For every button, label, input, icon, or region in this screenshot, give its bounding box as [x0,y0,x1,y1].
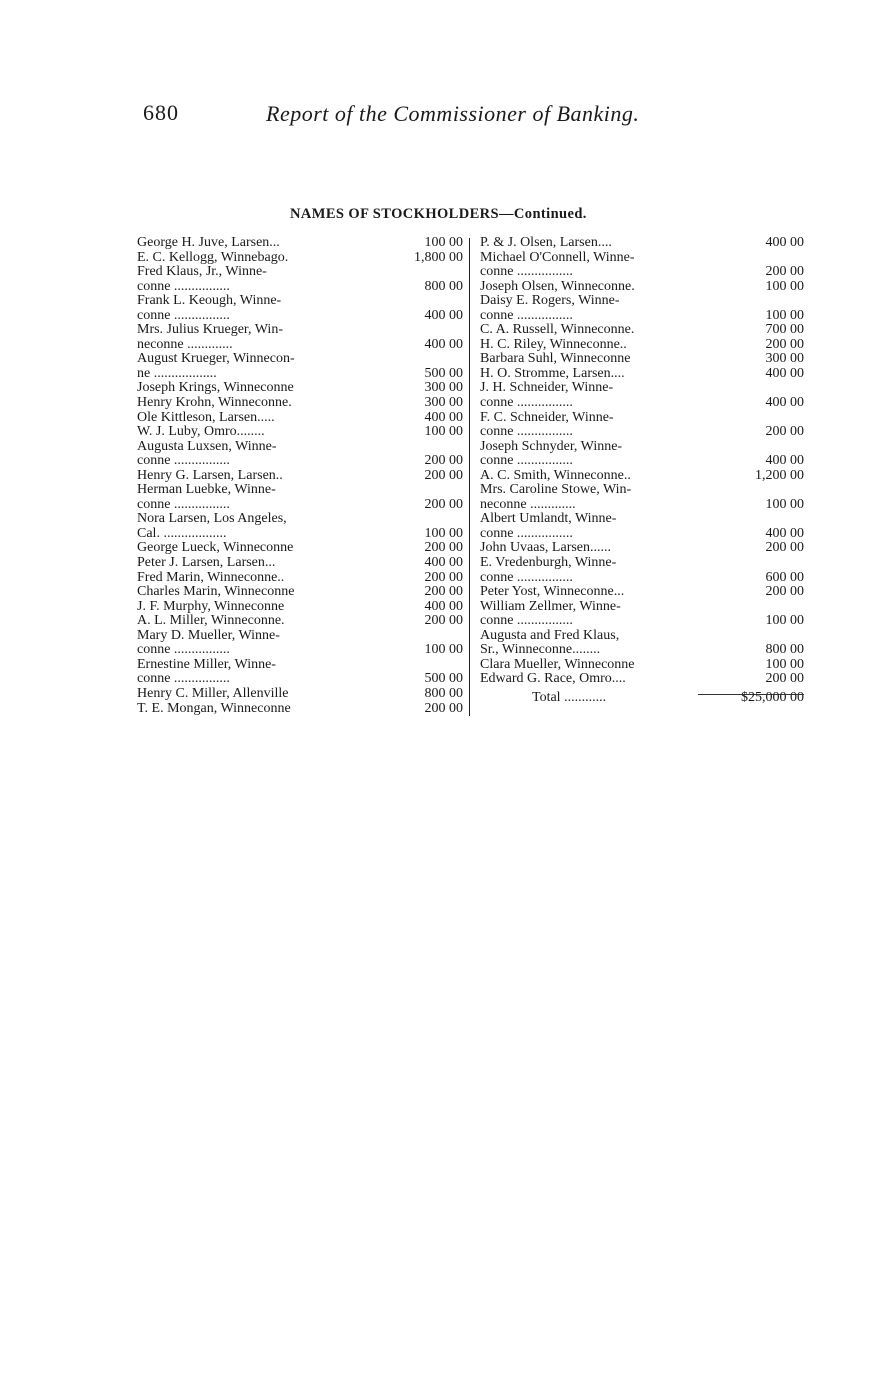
stockholder-line [137,614,467,629]
stockholder-amount: 100 00 [765,307,804,323]
stockholder-amount: 300 00 [424,395,463,411]
stockholder-name: J. F. Murphy, Winneconne [137,599,285,614]
stockholder-name: conne ................ [137,497,230,512]
stockholder-amount: 200 00 [424,453,463,469]
stockholder-line [137,687,467,702]
stockholder-amount: 400 00 [424,409,463,425]
stockholder-line [478,411,810,426]
section-heading: NAMES OF STOCKHOLDERS—Continued. [290,206,587,222]
left-stockholder-column [137,236,467,716]
stockholder-name: P. & J. Olsen, Larsen.... [480,236,612,250]
stockholder-line [478,629,810,644]
stockholder-amount: 400 00 [765,395,804,411]
stockholder-amount: 400 00 [424,555,463,571]
stockholder-name: Cal. .................. [137,526,227,541]
stockholder-name: George Lueck, Winneconne [137,541,294,556]
stockholder-line [137,338,467,353]
stockholder-amount: 100 00 [424,235,463,250]
stockholder-amount: 400 00 [424,598,463,614]
stockholder-line [137,396,467,411]
stockholder-line [137,294,467,309]
stockholder-line [478,600,810,615]
stockholder-line [137,454,467,469]
stockholder-line [478,527,810,542]
stockholder-name: T. E. Mongan, Winneconne [137,701,291,716]
stockholder-amount: 200 00 [424,496,463,512]
stockholder-line [137,483,467,498]
stockholder-line [137,571,467,586]
stockholder-line [137,556,467,571]
stockholder-amount: 400 00 [765,525,804,541]
stockholder-name: conne ................ [480,425,573,440]
stockholder-name: Herman Luebke, Winne- [137,483,276,498]
stockholder-name: conne ................ [137,308,230,323]
stockholder-line [478,280,810,295]
right-stockholder-column [478,236,810,706]
stockholder-line [137,585,467,600]
stockholder-line [137,411,467,426]
stockholder-line [478,498,810,513]
stockholder-line [137,541,467,556]
stockholder-line [137,425,467,440]
stockholder-amount: 200 00 [765,424,804,440]
stockholder-name: conne ................ [137,454,230,469]
stockholder-name: John Uvaas, Larsen...... [480,541,612,556]
stockholder-name: Edward G. Race, Omro.... [480,672,626,687]
stockholder-line [478,381,810,396]
stockholder-amount: 800 00 [424,685,463,701]
stockholder-name: A. C. Smith, Winneconne.. [480,468,631,483]
stockholder-line [478,265,810,280]
stockholder-line [137,309,467,324]
stockholder-line [478,672,810,687]
stockholder-line [478,294,810,309]
stockholder-line [137,498,467,513]
stockholder-amount: 1,200 00 [755,467,804,483]
stockholder-line [478,338,810,353]
stockholder-line [478,352,810,367]
stockholder-amount: 300 00 [424,380,463,396]
stockholder-name: conne ................ [480,396,573,411]
stockholder-line [137,469,467,484]
stockholder-name: Joseph Schnyder, Winne- [480,439,623,454]
stockholder-name: Barbara Suhl, Winneconne [480,352,631,367]
stockholder-amount: 400 00 [765,235,804,250]
stockholder-amount: 200 00 [424,584,463,600]
stockholder-name: Ernestine Miller, Winne- [137,657,276,672]
stockholder-name: Fred Marin, Winneconne.. [137,570,285,585]
stockholder-line [478,571,810,586]
stockholder-name: Fred Klaus, Jr., Winne- [137,265,267,280]
stockholder-name: W. J. Luby, Omro........ [137,425,265,440]
stockholder-name: George H. Juve, Larsen... [137,236,280,250]
stockholder-line [137,381,467,396]
stockholder-name: conne ................ [480,265,573,280]
stockholder-line [478,309,810,324]
stockholder-amount: 200 00 [765,264,804,280]
stockholder-name: Ole Kittleson, Larsen..... [137,410,275,425]
stockholder-name: Frank L. Keough, Winne- [137,294,282,309]
stockholder-name: conne ................ [137,672,230,687]
stockholder-name: Henry Krohn, Winneconne. [137,396,292,411]
stockholder-amount: 100 00 [424,424,463,440]
stockholder-line [137,440,467,455]
stockholder-name: Augusta Luxsen, Winne- [137,439,277,454]
stockholder-line [137,512,467,527]
stockholder-line [478,585,810,600]
stockholder-name: H. O. Stromme, Larsen.... [480,366,625,381]
stockholder-name: Peter Yost, Winneconne... [480,585,625,600]
page-number: 680 [143,100,179,125]
stockholder-name: Mary D. Mueller, Winne- [137,628,280,643]
stockholder-line [478,658,810,673]
stockholder-name: C. A. Russell, Winneconne. [480,323,635,338]
stockholder-name: Nora Larsen, Los Angeles, [137,512,287,527]
stockholder-line [478,643,810,658]
stockholder-line [478,469,810,484]
stockholder-line [137,352,467,367]
stockholder-line [137,367,467,382]
stockholder-name: Mrs. Caroline Stowe, Win- [480,483,632,498]
stockholder-line [478,556,810,571]
stockholder-amount: 300 00 [765,351,804,367]
stockholder-name: E. Vredenburgh, Winne- [480,556,617,571]
stockholder-name: Mrs. Julius Krueger, Win- [137,323,283,338]
stockholder-line [478,541,810,556]
stockholder-amount: 800 00 [424,278,463,294]
stockholder-name: Henry C. Miller, Allenville [137,686,289,701]
stockholder-line [478,251,810,266]
stockholder-amount: 200 00 [424,613,463,629]
stockholder-name: Charles Marin, Winneconne [137,585,295,600]
stockholder-name: conne ................ [480,308,573,323]
stockholder-line [478,425,810,440]
stockholder-amount: 400 00 [765,365,804,381]
stockholder-line [137,236,467,251]
stockholder-amount: 400 00 [424,336,463,352]
stockholder-line [137,629,467,644]
stockholder-name: conne ................ [480,454,573,469]
stockholder-amount: 1,800 00 [414,249,463,265]
stockholder-amount: 600 00 [765,569,804,585]
stockholder-amount: 100 00 [424,642,463,658]
stockholder-amount: 100 00 [765,496,804,512]
stockholder-name: Michael O'Connell, Winne- [480,250,635,265]
stockholder-amount: 700 00 [765,322,804,338]
stockholder-name: J. H. Schneider, Winne- [480,381,614,396]
stockholder-line [478,440,810,455]
stockholder-name: Augusta and Fred Klaus, [480,628,620,643]
stockholder-name: conne ................ [480,570,573,585]
stockholder-line [478,236,810,251]
stockholder-name: ne .................. [137,366,217,381]
total-rule [698,694,804,695]
stockholder-name: William Zellmer, Winne- [480,599,621,614]
stockholder-name: Albert Umlandt, Winne- [480,512,617,527]
stockholder-amount: 500 00 [424,365,463,381]
stockholder-line [478,396,810,411]
stockholder-name: E. C. Kellogg, Winnebago. [137,250,289,265]
stockholder-name: Daisy E. Rogers, Winne- [480,294,620,309]
running-head: Report of the Commissioner of Banking. [266,101,640,126]
stockholder-line [137,527,467,542]
stockholder-name: Sr., Winneconne........ [480,643,601,658]
stockholder-name: Joseph Olsen, Winneconne. [480,279,635,294]
stockholder-amount: 200 00 [765,336,804,352]
stockholder-line [478,614,810,629]
stockholder-amount: 200 00 [424,569,463,585]
stockholder-amount: 100 00 [765,278,804,294]
stockholder-line [137,323,467,338]
stockholder-amount: 200 00 [424,700,463,716]
stockholder-line [137,251,467,266]
total-amount: $25,000 00 [741,689,804,705]
stockholder-name: August Krueger, Winnecon- [137,352,295,367]
stockholder-name: conne ................ [480,614,573,629]
stockholder-name: conne ................ [137,643,230,658]
stockholder-line [137,658,467,673]
stockholder-line [137,265,467,280]
stockholder-line [478,367,810,382]
stockholder-amount: 100 00 [765,613,804,629]
stockholder-name: Peter J. Larsen, Larsen... [137,556,276,571]
stockholder-amount: 200 00 [765,671,804,687]
stockholder-amount: 200 00 [424,467,463,483]
stockholder-amount: 400 00 [424,307,463,323]
stockholder-line [478,483,810,498]
stockholder-line [478,323,810,338]
stockholder-amount: 100 00 [424,525,463,541]
stockholder-name: F. C. Schneider, Winne- [480,410,614,425]
stockholder-line [137,702,467,717]
stockholder-line [137,643,467,658]
stockholder-amount: 100 00 [765,656,804,672]
stockholder-name: conne ................ [137,279,230,294]
stockholder-amount: 500 00 [424,671,463,687]
stockholder-name: neconne ............. [480,497,576,512]
stockholder-amount: 200 00 [765,540,804,556]
column-divider [469,238,470,716]
stockholder-amount: 800 00 [765,642,804,658]
stockholder-name: neconne ............. [137,337,233,352]
stockholder-name: A. L. Miller, Winneconne. [137,614,285,629]
stockholder-amount: 200 00 [765,584,804,600]
stockholder-name: H. C. Riley, Winneconne.. [480,337,627,352]
stockholder-name: Henry G. Larsen, Larsen.. [137,468,283,483]
stockholder-name: Clara Mueller, Winneconne [480,657,635,672]
stockholder-line [137,600,467,615]
stockholder-amount: 400 00 [765,453,804,469]
total-label: Total ............ [532,690,607,705]
stockholder-line [137,672,467,687]
stockholder-line [137,280,467,295]
stockholder-amount: 200 00 [424,540,463,556]
stockholder-line [478,512,810,527]
stockholder-name: conne ................ [480,526,573,541]
stockholder-line [478,454,810,469]
stockholder-name: Joseph Krings, Winneconne [137,381,294,396]
